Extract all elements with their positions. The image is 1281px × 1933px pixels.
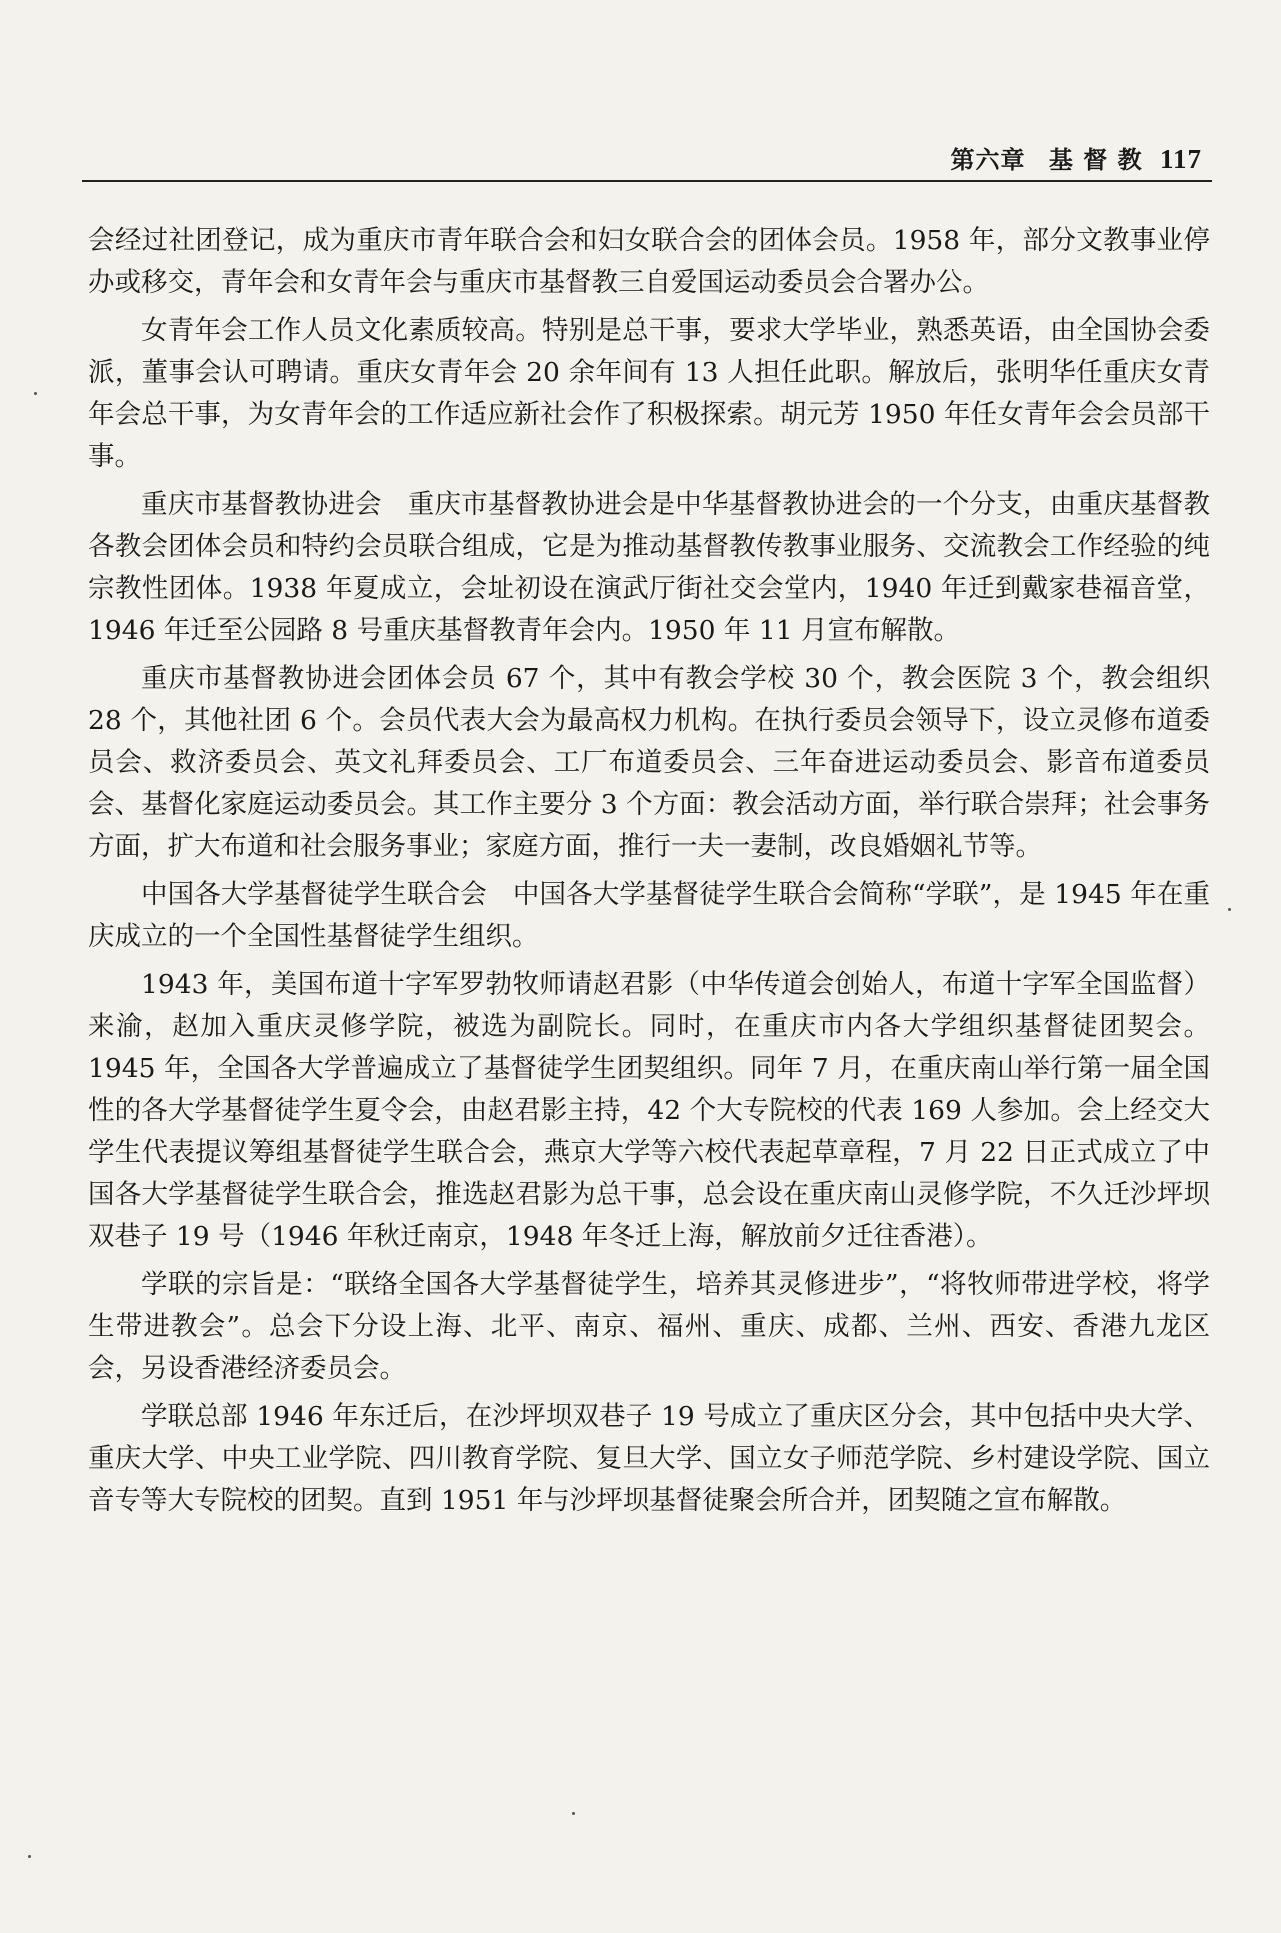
paragraph-2 (88, 310, 1210, 478)
paragraph-8 (88, 1396, 1210, 1522)
scan-speck (34, 392, 37, 395)
paragraph-5 (88, 874, 1210, 958)
paragraph-text: 女青年会工作人员文化素质较高。特别是总干事，要求大学毕业，熟悉英语，由全国协会委派，董事会认可聘请。重庆女青年会 20 余年间有 13 人担任此职。解放后，张明华任重庆女青年会总干事，为女青年会的工作适应新社会作了积极探索。胡元芳 1950 年任女青年会会员部干事。 (88, 315, 1210, 472)
paragraph-text: 重庆市基督教协进会是中华基督教协进会的一个分支，由重庆基督教各教会团体会员和特约会员联合组成，它是为推动基督教传教事业服务、交流教会工作经验的纯宗教性团体。1938 年夏成立，会址初设在演武厅街社交会堂内，1940 年迁到戴家巷福音堂，1946 年迁至公园路 8 号重庆基督教青年会内。1950 年 11 月宣布解散。 (88, 489, 1210, 646)
paragraph-7 (88, 1264, 1210, 1390)
paragraph-1 (88, 220, 1210, 304)
paragraph-text: 学联的宗旨是：“联络全国各大学基督徒学生，培养其灵修进步”，“将牧师带进学校，将学生带进教会”。总会下分设上海、北平、南京、福州、重庆、成都、兰州、西安、香港九龙区会，另设香港经济委员会。 (88, 1269, 1210, 1384)
section-title: 重庆市基督教协进会 (141, 489, 382, 520)
scan-speck (1228, 908, 1231, 911)
paragraph-text: 重庆市基督教协进会团体会员 67 个，其中有教会学校 30 个，教会医院 3 个，教会组织 28 个，其他社团 6 个。会员代表大会为最高权力机构。在执行委员会领导下，设立灵修布道委员会、救济委员会、英文礼拜委员会、工厂布道委员会、三年奋进运动委员会、影音布道委员会、基督化家庭运动委员会。其工作主要分 3 个方面：教会活动方面，举行联合崇拜；社会事务方面，扩大布道和社会服务事业；家庭方面，推行一夫一妻制，改良婚姻礼节等。 (88, 663, 1210, 862)
paragraph-3 (88, 484, 1210, 652)
page-body (88, 220, 1210, 1528)
chapter-title: 基 督 教 (1048, 145, 1143, 174)
paragraph-text: 1943 年，美国布道十字军罗勃牧师请赵君影（中华传道会创始人，布道十字军全国监督）来渝，赵加入重庆灵修学院，被选为副院长。同时，在重庆市内各大学组织基督徒团契会。1945 年，全国各大学普遍成立了基督徒学生团契组织。同年 7 月，在重庆南山举行第一届全国性的各大学基督徒学生夏令会，由赵君影主持，42 个大专院校的代表 169 人参加。会上经交大学生代表提议筹组基督徒学生联合会，燕京大学等六校代表起草章程，7 月 22 日正式成立了中国各大学基督徒学生联合会，推选赵君影为总干事，总会设在重庆南山灵修学院，不久迁沙坪坝双巷子 19 号（1946 年秋迁南京，1948 年冬迁上海，解放前夕迁往香港）。 (88, 969, 1210, 1252)
paragraph-text: 中国各大学基督徒学生联合会简称“学联”，是 1945 年在重庆成立的一个全国性基督徒学生组织。 (88, 879, 1210, 952)
paragraph-4 (88, 658, 1210, 868)
paragraph-text: 会经过社团登记，成为重庆市青年联合会和妇女联合会的团体会员。1958 年，部分文教事业停办或移交，青年会和女青年会与重庆市基督教三自爱国运动委员会合署办公。 (88, 225, 1210, 298)
paragraph-text: 学联总部 1946 年东迁后，在沙坪坝双巷子 19 号成立了重庆区分会，其中包括中央大学、重庆大学、中央工业学院、四川教育学院、复旦大学、国立女子师范学院、乡村建设学院、国立音专等大专院校的团契。直到 1951 年与沙坪坝基督徒聚会所合并，团契随之宣布解散。 (88, 1401, 1210, 1516)
header-text (951, 140, 1202, 175)
section-title: 中国各大学基督徒学生联合会 (141, 879, 487, 910)
scan-speck (572, 1812, 575, 1815)
running-header (82, 138, 1212, 182)
paragraph-6 (88, 964, 1210, 1258)
chapter-label: 第六章 (950, 145, 1026, 174)
page-number: 117 (1159, 144, 1202, 174)
scan-speck (28, 1855, 31, 1858)
